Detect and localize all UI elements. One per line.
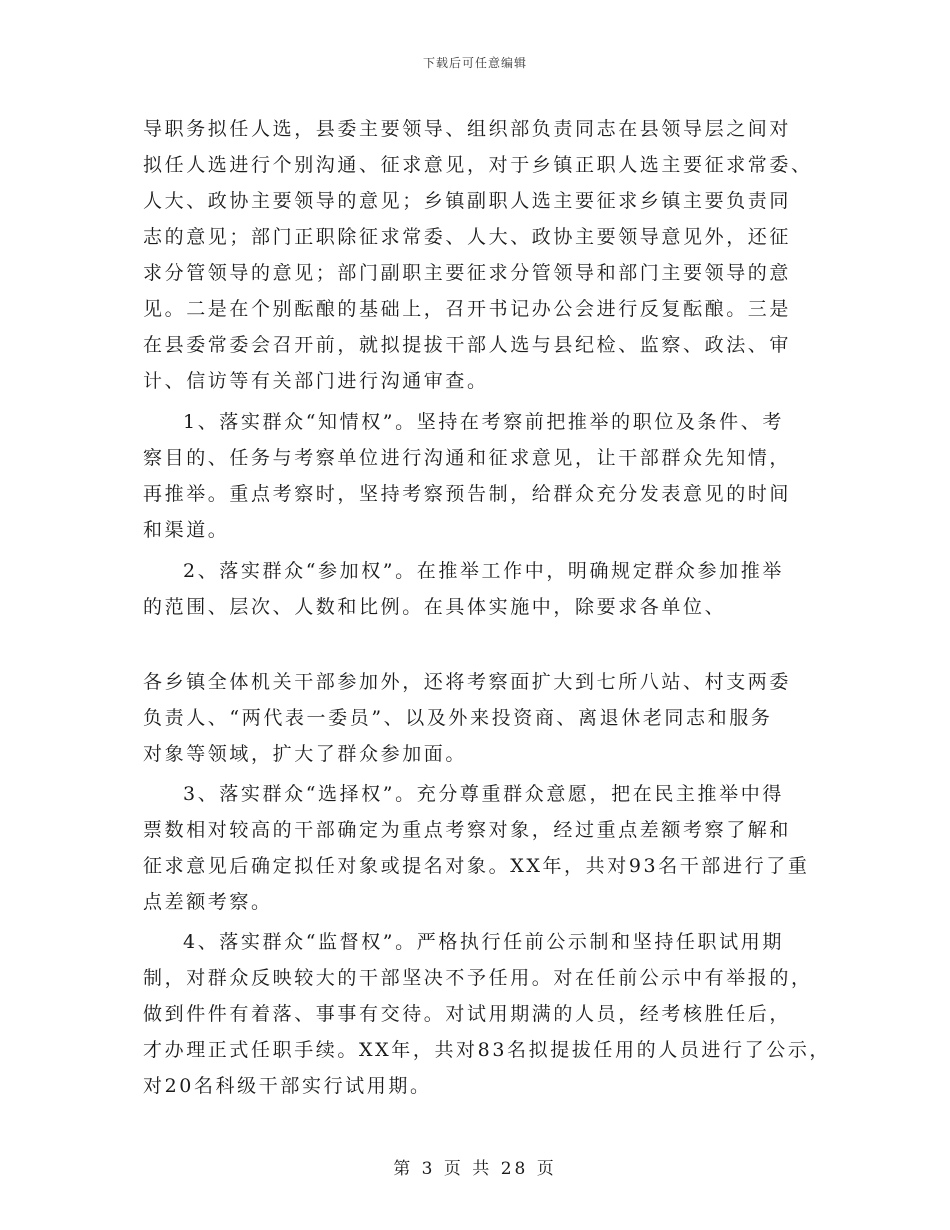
page-number-footer: 第 3 页 共 28 页 <box>393 1159 557 1179</box>
body-line: 再推举。重点考察时，坚持考察预告制，给群众充分发表意见的时间 <box>143 483 792 505</box>
body-line: 点差额考察。 <box>143 891 273 913</box>
body-line: 票数相对较高的干部确定为重点考察对象，经过重点差额考察了解和 <box>143 819 792 841</box>
body-line: 才办理正式任职手续。XX年，共对83名拟提拔任用的人员进行了公示， <box>143 1039 832 1061</box>
body-line: 制，对群众反映较大的干部坚决不予任用。对在任前公示中有举报的， <box>143 967 813 989</box>
body-line: 和渠道。 <box>143 519 230 541</box>
body-line: 导职务拟任人选，县委主要领导、组织部负责同志在县领导层之间对 <box>143 118 792 140</box>
body-line: 各乡镇全体机关干部参加外，还将考察面扩大到七所八站、村支两委 <box>143 671 792 693</box>
body-line: 负责人、“两代表一委员”、以及外来投资商、离退休老同志和服务 <box>143 707 773 729</box>
body-line: 征求意见后确定拟任对象或提名对象。XX年，共对93名干部进行了重 <box>143 855 810 877</box>
paragraph-4-first-line: 4、落实群众“监督权”。严格执行任前公示制和坚持任职试用期 <box>183 931 784 953</box>
body-line: 拟任人选进行个别沟通、征求意见，对于乡镇正职人选主要征求常委、 <box>143 154 813 176</box>
body-line: 对象等领域，扩大了群众参加面。 <box>143 743 468 765</box>
paragraph-2-first-line: 2、落实群众“参加权”。在推举工作中，明确规定群众参加推举 <box>183 560 784 582</box>
body-line: 做到件件有着落、事事有交待。对试用期满的人员，经考核胜任后， <box>143 1003 792 1025</box>
body-line: 志的意见；部门正职除征求常委、人大、政协主要领导意见外，还征 <box>143 226 792 248</box>
page-header: 下载后可任意编辑 <box>422 56 527 70</box>
paragraph-1-first-line: 1、落实群众“知情权”。坚持在考察前把推举的职位及条件、考 <box>183 411 784 433</box>
body-line: 察目的、任务与考察单位进行沟通和征求意见，让干部群众先知情， <box>143 447 792 469</box>
body-line: 人大、政协主要领导的意见；乡镇副职人选主要征求乡镇主要负责同 <box>143 190 792 212</box>
body-line: 的范围、层次、人数和比例。在具体实施中，除要求各单位、 <box>143 596 727 618</box>
body-line: 计、信访等有关部门进行沟通审查。 <box>143 370 489 392</box>
body-line: 求分管领导的意见；部门副职主要征求分管领导和部门主要领导的意 <box>143 262 792 284</box>
paragraph-3-first-line: 3、落实群众“选择权”。充分尊重群众意愿，把在民主推举中得 <box>183 783 784 805</box>
body-line: 见。二是在个别酝酿的基础上，召开书记办公会进行反复酝酿。三是 <box>143 298 792 320</box>
body-line: 对20名科级干部实行试用期。 <box>143 1075 432 1097</box>
body-line: 在县委常委会召开前，就拟提拔干部人选与县纪检、监察、政法、审 <box>143 334 792 356</box>
